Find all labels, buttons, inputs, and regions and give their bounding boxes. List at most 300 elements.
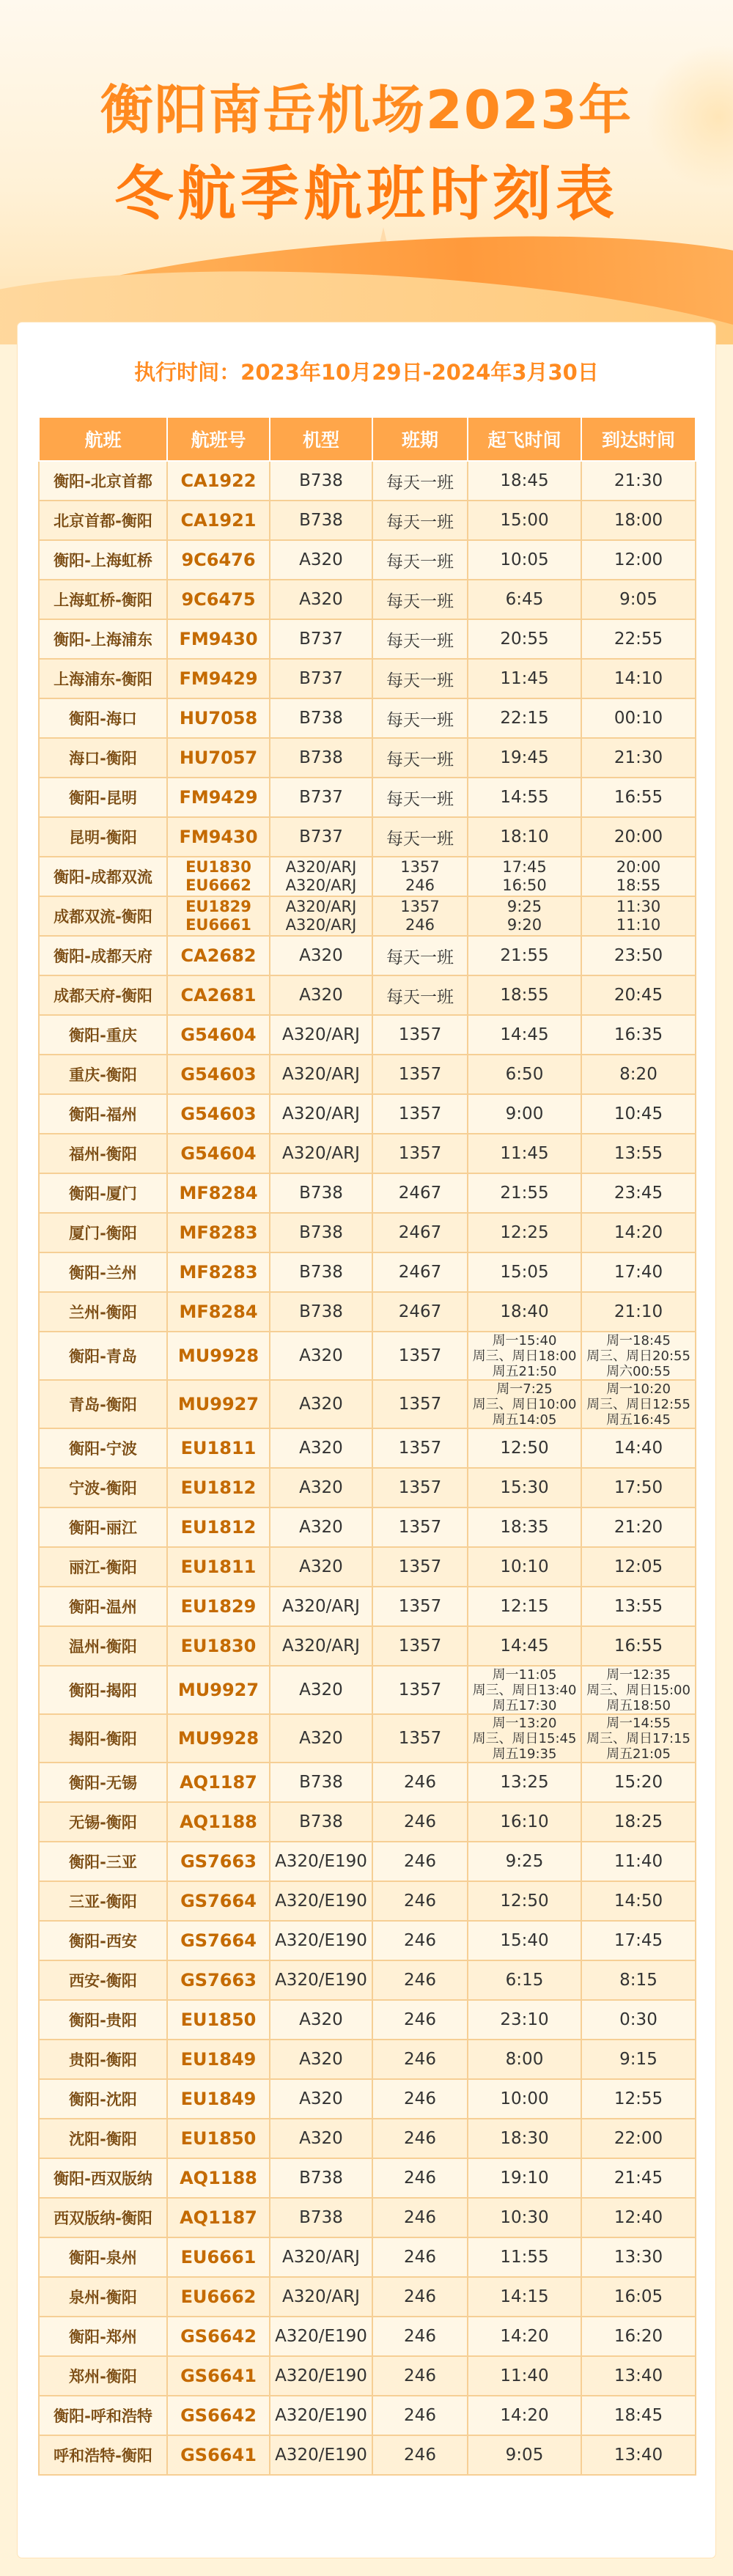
schedule-days-cell: 1357: [372, 1507, 468, 1547]
arrival-time-line: 周六00:55: [606, 1363, 671, 1379]
aircraft-type-cell: A320: [270, 2079, 372, 2119]
table-row: [39, 2119, 696, 2158]
departure-time-cell: 6:15: [468, 1960, 581, 2000]
departure-time-line: 周三、周日18:00: [472, 1348, 577, 1364]
aircraft-type-cell: A320/ARJ: [270, 1134, 372, 1173]
flight-number-cell: GS6641: [167, 2356, 270, 2396]
arrival-time-line: 周三、周日20:55: [586, 1348, 690, 1364]
aircraft-type-cell: B738: [270, 2198, 372, 2237]
schedule-days-cell: 246: [372, 1921, 468, 1960]
schedule-days-line: 246: [405, 916, 435, 934]
aircraft-type-cell: A320/E190: [270, 2317, 372, 2356]
flight-number-cell: AQ1188: [167, 1802, 270, 1842]
schedule-days-cell: 每天一班: [372, 501, 468, 540]
flight-number-cell: MU9928: [167, 1714, 270, 1763]
arrival-time-cell: 21:20: [581, 1507, 696, 1547]
page-title-line2: 冬航季航班时刻表: [114, 160, 619, 228]
schedule-days-cell: 246: [372, 2158, 468, 2198]
flight-number-cell: EU1849: [167, 2040, 270, 2079]
table-row: [39, 1960, 696, 2000]
aircraft-type-line: A320/ARJ: [285, 898, 357, 915]
aircraft-type-cell: A320: [270, 936, 372, 975]
departure-time-cell: 18:45: [468, 461, 581, 501]
flight-number-cell: MU9927: [167, 1666, 270, 1714]
departure-time-cell: 21:55: [468, 1173, 581, 1213]
arrival-time-line: 11:10: [616, 916, 661, 934]
route-cell: 衡阳-海口: [39, 698, 167, 738]
departure-time-line: 16:50: [502, 876, 547, 894]
aircraft-type-cell: A320/E190: [270, 1881, 372, 1921]
flight-number-cell: FM9429: [167, 659, 270, 698]
aircraft-type-cell: A320: [270, 1507, 372, 1547]
route-cell: 三亚-衡阳: [39, 1881, 167, 1921]
schedule-days-cell: 1357: [372, 1626, 468, 1666]
route-cell: 海口-衡阳: [39, 738, 167, 778]
arrival-time-cell: 9:15: [581, 2040, 696, 2079]
flight-number-cell: AQ1187: [167, 2198, 270, 2237]
flight-number-cell: AQ1188: [167, 2158, 270, 2198]
aircraft-type-cell: A320: [270, 1666, 372, 1714]
departure-time-cell: 12:25: [468, 1213, 581, 1252]
departure-time-line: 周五21:50: [492, 1363, 557, 1379]
flight-number-cell: EU1849: [167, 2079, 270, 2119]
flight-number-cell: GS6642: [167, 2396, 270, 2435]
flight-number-cell: MF8284: [167, 1173, 270, 1213]
header-banner: [0, 0, 733, 344]
table-row: [39, 1881, 696, 1921]
table-row: [39, 540, 696, 580]
departure-time-cell: 18:55: [468, 975, 581, 1015]
table-row: [39, 1380, 696, 1428]
route-cell: 成都天府-衡阳: [39, 975, 167, 1015]
aircraft-type-cell: B737: [270, 778, 372, 817]
table-row: [39, 619, 696, 659]
column-header-aircraft: 机型: [270, 417, 372, 461]
arrival-time-line: 周一18:45: [606, 1332, 671, 1348]
arrival-time-cell: [581, 857, 696, 896]
schedule-days-cell: 1357: [372, 1332, 468, 1380]
arrival-time-cell: [581, 1666, 696, 1714]
departure-time-cell: 11:55: [468, 2237, 581, 2277]
aircraft-type-cell: A320/ARJ: [270, 1626, 372, 1666]
arrival-time-cell: 15:20: [581, 1763, 696, 1802]
route-cell: 衡阳-西双版纳: [39, 2158, 167, 2198]
flight-number-line: EU1830: [185, 858, 251, 876]
departure-time-cell: 6:50: [468, 1055, 581, 1094]
departure-time-cell: 14:45: [468, 1015, 581, 1055]
route-cell: 昆明-衡阳: [39, 817, 167, 857]
schedule-days-line: 1357: [400, 898, 440, 915]
table-row: [39, 1094, 696, 1134]
table-row: [39, 2435, 696, 2475]
departure-time-cell: 22:15: [468, 698, 581, 738]
route-cell: 无锡-衡阳: [39, 1802, 167, 1842]
arrival-time-cell: 16:55: [581, 778, 696, 817]
arrival-time-cell: [581, 1714, 696, 1763]
table-row: [39, 1468, 696, 1507]
flight-number-cell: GS7663: [167, 1960, 270, 2000]
schedule-days-cell: 每天一班: [372, 580, 468, 619]
flight-number-cell: MU9928: [167, 1332, 270, 1380]
arrival-time-cell: 12:40: [581, 2198, 696, 2237]
flight-number-cell: EU1829: [167, 1587, 270, 1626]
route-cell: 衡阳-三亚: [39, 1842, 167, 1881]
arrival-time-cell: 12:05: [581, 1547, 696, 1587]
departure-time-cell: [468, 857, 581, 896]
schedule-days-cell: 246: [372, 1881, 468, 1921]
arrival-time-cell: [581, 896, 696, 936]
departure-time-cell: 10:30: [468, 2198, 581, 2237]
arrival-time-line: 周一10:20: [606, 1381, 671, 1397]
table-body: [39, 461, 696, 2475]
departure-time-cell: 18:10: [468, 817, 581, 857]
table-row: [39, 1332, 696, 1380]
flight-number-cell: MU9927: [167, 1380, 270, 1428]
table-row: [39, 975, 696, 1015]
route-cell: 西双版纳-衡阳: [39, 2198, 167, 2237]
aircraft-type-cell: A320/ARJ: [270, 1094, 372, 1134]
flight-number-cell: G54603: [167, 1094, 270, 1134]
schedule-days-line: 246: [405, 876, 435, 894]
table-row: [39, 1428, 696, 1468]
departure-time-cell: 9:00: [468, 1094, 581, 1134]
arrival-time-cell: 00:10: [581, 698, 696, 738]
departure-time-line: 周三、周日15:45: [472, 1730, 577, 1746]
departure-time-cell: 18:40: [468, 1292, 581, 1332]
arrival-time-cell: 16:05: [581, 2277, 696, 2317]
arrival-time-cell: 22:55: [581, 619, 696, 659]
aircraft-type-cell: A320: [270, 2000, 372, 2040]
arrival-time-cell: 21:10: [581, 1292, 696, 1332]
route-cell: 衡阳-无锡: [39, 1763, 167, 1802]
departure-time-cell: [468, 1332, 581, 1380]
arrival-time-line: 20:00: [616, 858, 661, 876]
route-cell: 衡阳-沈阳: [39, 2079, 167, 2119]
flight-number-cell: CA1922: [167, 461, 270, 501]
schedule-days-cell: 246: [372, 2198, 468, 2237]
schedule-days-cell: 2467: [372, 1173, 468, 1213]
schedule-days-cell: 246: [372, 1960, 468, 2000]
route-cell: 揭阳-衡阳: [39, 1714, 167, 1763]
departure-time-cell: 14:45: [468, 1626, 581, 1666]
route-cell: 厦门-衡阳: [39, 1213, 167, 1252]
schedule-days-cell: 1357: [372, 1714, 468, 1763]
flight-number-cell: EU6661: [167, 2237, 270, 2277]
schedule-days-cell: 每天一班: [372, 540, 468, 580]
departure-time-cell: 19:10: [468, 2158, 581, 2198]
column-header-route: 航班: [39, 417, 167, 461]
departure-time-cell: 15:30: [468, 1468, 581, 1507]
aircraft-type-cell: A320/E190: [270, 1960, 372, 2000]
route-cell: 宁波-衡阳: [39, 1468, 167, 1507]
table-row: [39, 1842, 696, 1881]
aircraft-type-line: A320/ARJ: [285, 858, 357, 876]
schedule-days-cell: 246: [372, 2079, 468, 2119]
schedule-days-cell: 每天一班: [372, 698, 468, 738]
aircraft-type-cell: [270, 896, 372, 936]
departure-time-line: 周五19:35: [492, 1746, 557, 1762]
table-row: [39, 2356, 696, 2396]
arrival-time-cell: 14:20: [581, 1213, 696, 1252]
schedule-days-cell: 每天一班: [372, 817, 468, 857]
schedule-days-cell: 1357: [372, 1428, 468, 1468]
departure-time-cell: 11:45: [468, 1134, 581, 1173]
aircraft-type-cell: B738: [270, 738, 372, 778]
schedule-days-cell: 每天一班: [372, 975, 468, 1015]
aircraft-type-cell: A320/E190: [270, 2356, 372, 2396]
route-cell: 衡阳-呼和浩特: [39, 2396, 167, 2435]
departure-time-line: 周一13:20: [492, 1715, 557, 1731]
table-row: [39, 2079, 696, 2119]
schedule-days-cell: 1357: [372, 1587, 468, 1626]
table-row: [39, 1213, 696, 1252]
departure-time-cell: 10:05: [468, 540, 581, 580]
schedule-days-cell: 246: [372, 1842, 468, 1881]
arrival-time-cell: [581, 1332, 696, 1380]
departure-time-cell: [468, 896, 581, 936]
flight-number-cell: GS7664: [167, 1881, 270, 1921]
arrival-time-cell: 11:40: [581, 1842, 696, 1881]
aircraft-type-cell: A320/ARJ: [270, 2277, 372, 2317]
arrival-time-line: 周三、周日15:00: [586, 1682, 690, 1698]
aircraft-type-cell: B738: [270, 461, 372, 501]
route-cell: 丽江-衡阳: [39, 1547, 167, 1587]
schedule-days-cell: 1357: [372, 1380, 468, 1428]
schedule-days-cell: [372, 896, 468, 936]
flight-number-cell: EU1850: [167, 2000, 270, 2040]
table-row: [39, 1015, 696, 1055]
departure-time-cell: 15:05: [468, 1252, 581, 1292]
aircraft-type-cell: [270, 857, 372, 896]
arrival-time-line: 周三、周日12:55: [586, 1396, 690, 1412]
schedule-days-cell: 246: [372, 2356, 468, 2396]
departure-time-line: 周五14:05: [492, 1411, 557, 1428]
route-cell: 衡阳-上海浦东: [39, 619, 167, 659]
route-cell: 衡阳-郑州: [39, 2317, 167, 2356]
flight-number-cell: CA2682: [167, 936, 270, 975]
aircraft-type-cell: A320: [270, 975, 372, 1015]
departure-time-line: 9:25: [507, 898, 542, 915]
arrival-time-line: 周三、周日17:15: [586, 1730, 690, 1746]
aircraft-type-cell: A320/E190: [270, 1842, 372, 1881]
departure-time-line: 17:45: [502, 858, 547, 876]
arrival-time-cell: 14:40: [581, 1428, 696, 1468]
departure-time-cell: 14:55: [468, 778, 581, 817]
aircraft-type-line: A320/ARJ: [285, 876, 357, 894]
route-cell: 衡阳-成都双流: [39, 857, 167, 896]
aircraft-type-cell: A320: [270, 2040, 372, 2079]
route-cell: 西安-衡阳: [39, 1960, 167, 2000]
flight-number-cell: GS7664: [167, 1921, 270, 1960]
aircraft-type-cell: A320: [270, 1714, 372, 1763]
flight-number-cell: FM9429: [167, 778, 270, 817]
arrival-time-cell: 16:55: [581, 1626, 696, 1666]
arrival-time-cell: 18:45: [581, 2396, 696, 2435]
schedule-days-cell: 246: [372, 2237, 468, 2277]
departure-time-line: 9:20: [507, 916, 542, 934]
table-row: [39, 2277, 696, 2317]
aircraft-type-cell: A320/ARJ: [270, 1015, 372, 1055]
flight-number-cell: FM9430: [167, 817, 270, 857]
departure-time-cell: 12:50: [468, 1881, 581, 1921]
route-cell: 沈阳-衡阳: [39, 2119, 167, 2158]
arrival-time-cell: 20:00: [581, 817, 696, 857]
aircraft-type-cell: B737: [270, 619, 372, 659]
flight-number-cell: EU1830: [167, 1626, 270, 1666]
table-row: [39, 1626, 696, 1666]
schedule-days-line: 1357: [400, 858, 440, 876]
arrival-time-line: 周五21:05: [606, 1746, 671, 1762]
table-row: [39, 738, 696, 778]
route-cell: 衡阳-泉州: [39, 2237, 167, 2277]
flight-number-cell: EU1812: [167, 1507, 270, 1547]
schedule-days-cell: 1357: [372, 1666, 468, 1714]
schedule-days-cell: 246: [372, 2277, 468, 2317]
departure-time-cell: [468, 1666, 581, 1714]
departure-time-cell: 9:25: [468, 1842, 581, 1881]
aircraft-type-cell: A320: [270, 540, 372, 580]
arrival-time-cell: 13:55: [581, 1134, 696, 1173]
departure-time-line: 周三、周日13:40: [472, 1682, 577, 1698]
flight-number-cell: G54604: [167, 1134, 270, 1173]
arrival-time-cell: 13:40: [581, 2435, 696, 2475]
route-cell: 兰州-衡阳: [39, 1292, 167, 1332]
arrival-time-cell: 0:30: [581, 2000, 696, 2040]
arrival-time-cell: 18:00: [581, 501, 696, 540]
aircraft-type-cell: B738: [270, 1763, 372, 1802]
arrival-time-cell: [581, 1380, 696, 1428]
flight-number-cell: [167, 896, 270, 936]
aircraft-type-cell: A320: [270, 1380, 372, 1428]
arrival-time-cell: 12:55: [581, 2079, 696, 2119]
table-row: [39, 1134, 696, 1173]
departure-time-cell: 23:10: [468, 2000, 581, 2040]
aircraft-type-cell: B737: [270, 817, 372, 857]
flight-number-cell: 9C6475: [167, 580, 270, 619]
flight-timetable: [38, 416, 696, 2476]
departure-time-line: 周一15:40: [492, 1332, 557, 1348]
flight-number-cell: EU6662: [167, 2277, 270, 2317]
route-cell: 呼和浩特-衡阳: [39, 2435, 167, 2475]
flight-number-cell: EU1811: [167, 1428, 270, 1468]
route-cell: 衡阳-宁波: [39, 1428, 167, 1468]
route-cell: 青岛-衡阳: [39, 1380, 167, 1428]
route-cell: 衡阳-丽江: [39, 1507, 167, 1547]
flight-number-cell: G54604: [167, 1015, 270, 1055]
schedule-days-cell: 每天一班: [372, 659, 468, 698]
arrival-time-cell: 13:30: [581, 2237, 696, 2277]
flight-number-cell: 9C6476: [167, 540, 270, 580]
arrival-time-cell: 10:45: [581, 1094, 696, 1134]
table-row: [39, 580, 696, 619]
arrival-time-cell: 14:10: [581, 659, 696, 698]
arrival-time-line: 周五16:45: [606, 1411, 671, 1428]
route-cell: 衡阳-西安: [39, 1921, 167, 1960]
aircraft-type-cell: B738: [270, 2158, 372, 2198]
arrival-time-cell: 23:45: [581, 1173, 696, 1213]
schedule-days-cell: 246: [372, 1802, 468, 1842]
flight-number-cell: MF8283: [167, 1252, 270, 1292]
departure-time-cell: 10:10: [468, 1547, 581, 1587]
departure-time-cell: 11:40: [468, 2356, 581, 2396]
schedule-days-cell: 每天一班: [372, 619, 468, 659]
table-row: [39, 1252, 696, 1292]
departure-time-cell: 21:55: [468, 936, 581, 975]
column-header-schedule: 班期: [372, 417, 468, 461]
table-row: [39, 857, 696, 896]
flight-number-cell: MF8283: [167, 1213, 270, 1252]
schedule-days-cell: 2467: [372, 1292, 468, 1332]
table-row: [39, 2198, 696, 2237]
aircraft-type-cell: B738: [270, 501, 372, 540]
route-cell: 成都双流-衡阳: [39, 896, 167, 936]
aircraft-type-cell: A320/E190: [270, 2396, 372, 2435]
arrival-time-line: 周五18:50: [606, 1697, 671, 1713]
arrival-time-cell: 22:00: [581, 2119, 696, 2158]
aircraft-type-cell: A320: [270, 2119, 372, 2158]
aircraft-type-line: A320/ARJ: [285, 916, 357, 934]
execution-period: 执行时间：2023年10月29日-2024年3月30日: [134, 360, 599, 385]
arrival-time-cell: 13:40: [581, 2356, 696, 2396]
flight-number-line: EU1829: [185, 898, 251, 915]
schedule-days-cell: 每天一班: [372, 936, 468, 975]
arrival-time-cell: 23:50: [581, 936, 696, 975]
schedule-days-cell: 246: [372, 2317, 468, 2356]
table-row: [39, 2040, 696, 2079]
schedule-days-cell: 246: [372, 2040, 468, 2079]
route-cell: 上海浦东-衡阳: [39, 659, 167, 698]
departure-time-cell: 15:40: [468, 1921, 581, 1960]
arrival-time-cell: 16:35: [581, 1015, 696, 1055]
aircraft-type-cell: A320: [270, 1332, 372, 1380]
route-cell: 郑州-衡阳: [39, 2356, 167, 2396]
schedule-days-cell: 每天一班: [372, 738, 468, 778]
flight-number-cell: CA2681: [167, 975, 270, 1015]
aircraft-type-cell: B738: [270, 698, 372, 738]
flight-number-cell: GS7663: [167, 1842, 270, 1881]
route-cell: 衡阳-上海虹桥: [39, 540, 167, 580]
arrival-time-cell: 13:55: [581, 1587, 696, 1626]
table-row: [39, 1055, 696, 1094]
departure-time-cell: 11:45: [468, 659, 581, 698]
departure-time-line: 周一11:05: [492, 1667, 557, 1683]
schedule-days-cell: 1357: [372, 1134, 468, 1173]
schedule-days-cell: 2467: [372, 1213, 468, 1252]
departure-time-cell: 18:35: [468, 1507, 581, 1547]
aircraft-type-cell: B738: [270, 1213, 372, 1252]
table-row: [39, 1714, 696, 1763]
table-row: [39, 461, 696, 501]
aircraft-type-cell: A320/ARJ: [270, 1055, 372, 1094]
arrival-time-line: 周一12:35: [606, 1667, 671, 1683]
departure-time-line: 周三、周日10:00: [472, 1396, 577, 1412]
route-cell: 衡阳-重庆: [39, 1015, 167, 1055]
route-cell: 贵阳-衡阳: [39, 2040, 167, 2079]
table-row: [39, 1587, 696, 1626]
table-row: [39, 778, 696, 817]
route-cell: 北京首都-衡阳: [39, 501, 167, 540]
route-cell: 福州-衡阳: [39, 1134, 167, 1173]
departure-time-cell: 16:10: [468, 1802, 581, 1842]
route-cell: 上海虹桥-衡阳: [39, 580, 167, 619]
table-header-row: [39, 417, 696, 461]
arrival-time-cell: 12:00: [581, 540, 696, 580]
departure-time-cell: 12:15: [468, 1587, 581, 1626]
schedule-days-cell: 1357: [372, 1547, 468, 1587]
table-row: [39, 659, 696, 698]
arrival-time-cell: 8:15: [581, 1960, 696, 2000]
schedule-days-cell: 246: [372, 2396, 468, 2435]
